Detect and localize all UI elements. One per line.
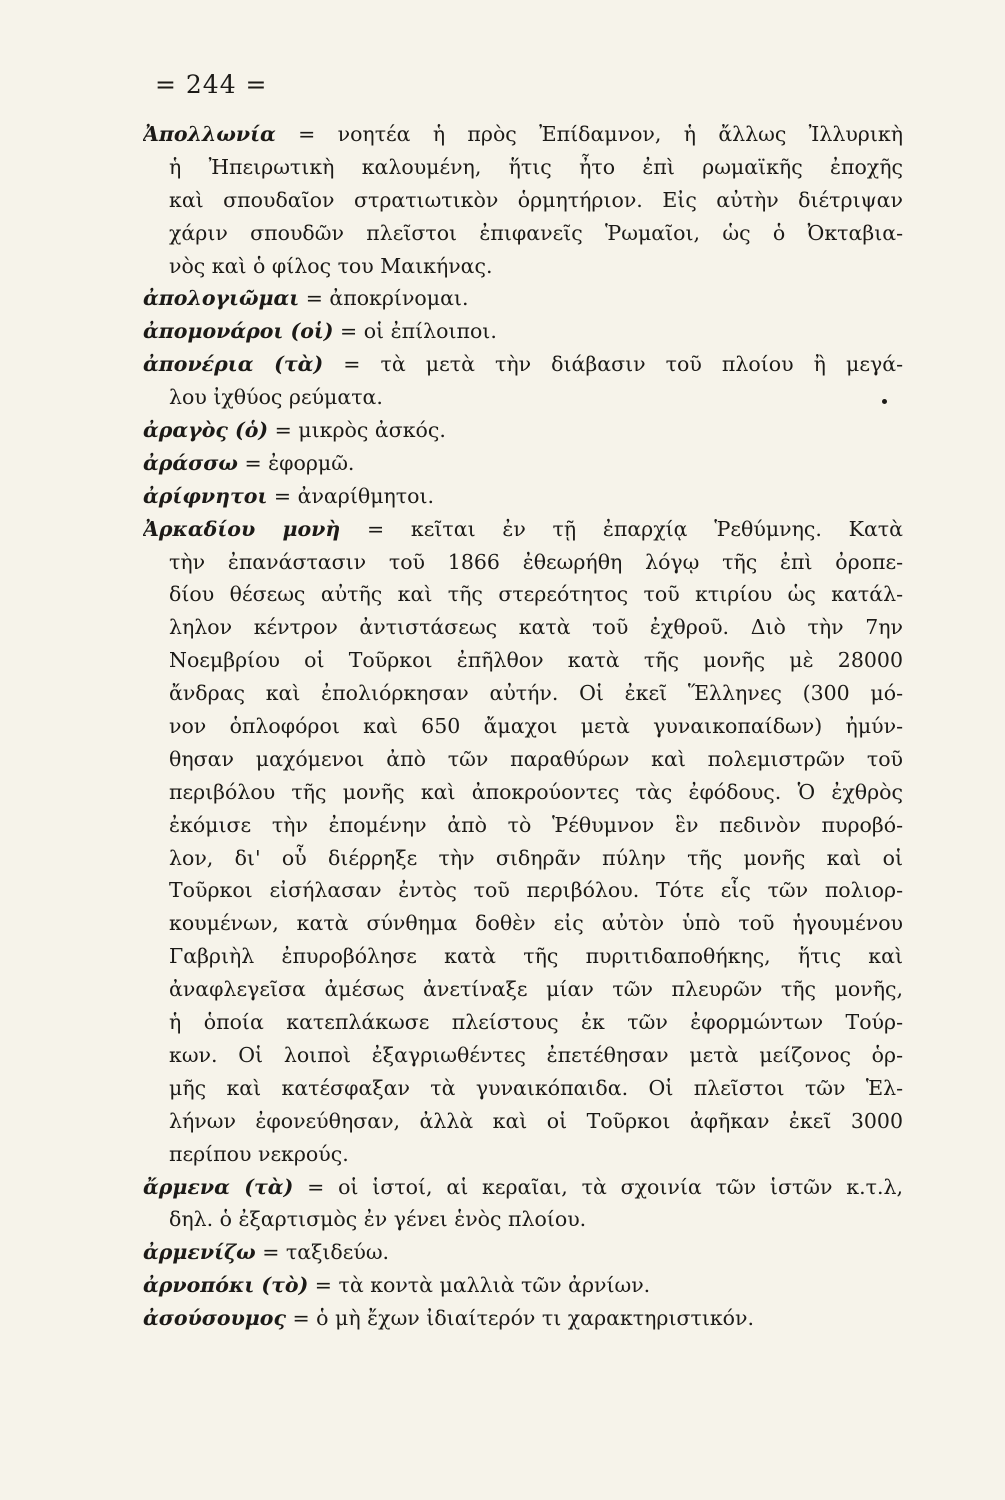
definition-text: = ἀποκρίνομαι. <box>299 286 469 311</box>
definition-text: δηλ. ὁ ἐξαρτισμὸς ἐν γένει ἑνὸς πλοίου. <box>169 1207 587 1232</box>
definition-text: περίπου νεκρούς. <box>169 1141 349 1166</box>
definition-text: = ὁ μὴ ἔχων ἰδιαίτερόν τι χαρακτηριστικόν. <box>285 1306 754 1331</box>
definition-text: κων. Οἱ λοιποὶ ἐξαγριωθέντες ἐπετέθησαν μετὰ μείζονος ὁρ- <box>169 1042 903 1067</box>
text-line <box>143 1039 903 1072</box>
text-line <box>143 1138 903 1171</box>
definition-text: λου ἰχθύος ρεύματα. <box>169 385 383 410</box>
glossary-entry-line <box>143 1269 903 1302</box>
text-line <box>143 250 903 283</box>
definition-text: καὶ σπουδαῖον στρατιωτικὸν ὁρμητήριον. Εἰς αὐτὴν διέτριψαν <box>169 187 903 212</box>
text-line <box>143 644 903 677</box>
text-line <box>143 611 903 644</box>
definition-text: δίου θέσεως αὐτῆς καὶ τῆς στερεότητος τοῦ κτιρίου ὡς κατάλ- <box>169 582 903 607</box>
text-line <box>143 381 903 414</box>
text-line <box>143 677 903 710</box>
print-speck <box>882 399 887 404</box>
definition-text: = τὰ μετὰ τὴν διάβασιν τοῦ πλοίου ἢ μεγά- <box>323 352 903 377</box>
text-line <box>143 907 903 940</box>
text-line <box>143 1072 903 1105</box>
glossary-term: ἀράσσω <box>143 450 238 475</box>
glossary-term: ἀσούσουμος <box>143 1306 286 1331</box>
text-line <box>143 578 903 611</box>
text-line <box>143 1203 903 1236</box>
text-line <box>143 217 903 250</box>
glossary-entry-line <box>143 513 903 546</box>
glossary-entry-line <box>143 118 903 151</box>
glossary-entry-line <box>143 480 903 513</box>
definition-text: χάριν σπουδῶν πλεῖστοι ἐπιφανεῖς Ῥωμαῖοι, ὡς ὁ Ὀκταβια- <box>169 220 903 245</box>
definition-text: νον ὁπλοφόροι καὶ 650 ἄμαχοι μετὰ γυναικοπαίδων) ἠμύν- <box>169 714 903 739</box>
definition-text: ἐκόμισε τὴν ἐπομένην ἀπὸ τὸ Ῥέθυμνον ἓν πεδινὸν πυροβό- <box>169 812 903 837</box>
definition-text: = ἐφορμῶ. <box>237 450 355 475</box>
definition-text: ληλον κέντρον ἀντιστάσεως κατὰ τοῦ ἐχθροῦ. Διὸ τὴν 7ην <box>169 615 903 640</box>
glossary-term: ἀπονέρια (τὰ) <box>143 352 324 377</box>
definition-text: = οἱ ἐπίλοιποι. <box>333 319 497 344</box>
text-line <box>143 940 903 973</box>
text-line <box>143 973 903 1006</box>
glossary-text <box>143 118 903 1335</box>
definition-text: ἡ Ἠπειρωτικὴ καλουμένη, ἥτις ἦτο ἐπὶ ρωμαϊκῆς ἐποχῆς <box>169 154 903 179</box>
text-line <box>143 151 903 184</box>
definition-text: ἄνδρας καὶ ἐπολιόρκησαν αὐτήν. Οἱ ἐκεῖ Ἕλληνες (300 μό- <box>169 681 903 706</box>
text-line <box>143 874 903 907</box>
definition-text: θησαν μαχόμενοι ἀπὸ τῶν παραθύρων καὶ πολεμιστρῶν τοῦ <box>169 746 903 771</box>
definition-text: κουμένων, κατὰ σύνθημα δοθὲν εἰς αὐτὸν ὑπὸ τοῦ ἡγουμένου <box>169 911 903 936</box>
definition-text: λον, δι' οὗ διέρρηξε τὴν σιδηρᾶν πύλην τῆς μονῆς καὶ οἱ <box>169 845 903 870</box>
glossary-entry-line <box>143 282 903 315</box>
text-line <box>143 743 903 776</box>
definition-text: = ταξιδεύω. <box>255 1240 390 1265</box>
glossary-term: Ἀρκαδίου μονὴ <box>143 516 341 541</box>
glossary-entry-line <box>143 414 903 447</box>
text-line <box>143 546 903 579</box>
glossary-entry-line <box>143 447 903 480</box>
definition-text: νὸς καὶ ὁ φίλος του Μαικήνας. <box>169 253 493 278</box>
glossary-term: ἄρμενα (τὰ) <box>143 1174 294 1199</box>
definition-text: = μικρὸς ἀσκός. <box>268 418 446 443</box>
definition-text: = τὰ κοντὰ μαλλιὰ τῶν ἀρνίων. <box>308 1273 651 1298</box>
text-line <box>143 1105 903 1138</box>
glossary-entry-line <box>143 1302 903 1335</box>
glossary-entry-line <box>143 348 903 381</box>
glossary-term: ἀρνοπόκι (τὸ) <box>143 1273 309 1298</box>
definition-text: λήνων ἐφονεύθησαν, ἀλλὰ καὶ οἱ Τοῦρκοι ἀφῆκαν ἐκεῖ 3000 <box>169 1108 903 1133</box>
text-line <box>143 842 903 875</box>
definition-text: = κεῖται ἐν τῇ ἐπαρχίᾳ Ῥεθύμνης. Κατὰ <box>340 516 903 541</box>
text-line <box>143 710 903 743</box>
definition-text: = οἱ ἱστοί, αἱ κεραῖαι, τὰ σχοινία τῶν ἱστῶν κ.τ.λ, <box>293 1174 903 1199</box>
text-line <box>143 809 903 842</box>
glossary-entry-line <box>143 1236 903 1269</box>
glossary-term: ἀπομονάροι (οἱ) <box>143 319 334 344</box>
glossary-entry-line <box>143 315 903 348</box>
glossary-term: ἀρμενίζω <box>143 1240 256 1265</box>
definition-text: ἀναφλεγεῖσα ἀμέσως ἀνετίναξε μίαν τῶν πλευρῶν τῆς μονῆς, <box>169 977 903 1002</box>
text-line <box>143 776 903 809</box>
definition-text: Νοεμβρίου οἱ Τοῦρκοι ἐπῆλθον κατὰ τῆς μονῆς μὲ 28000 <box>169 648 903 673</box>
glossary-term: ἀρίφνητοι <box>143 483 268 508</box>
definition-text: τὴν ἐπανάστασιν τοῦ 1866 ἐθεωρήθη λόγῳ τῆς ἐπὶ ὀροπε- <box>169 549 903 574</box>
definition-text: = ἀναρίθμητοι. <box>267 483 435 508</box>
glossary-term: ἀραγὸς (ὁ) <box>143 418 269 443</box>
glossary-term: ἀπολογιῶμαι <box>143 286 300 311</box>
glossary-term: Ἀπολλωνία <box>143 122 276 146</box>
definition-text: = νοητέα ἡ πρὸς Ἐπίδαμνον, ἡ ἄλλως Ἰλλυρικὴ <box>275 122 903 146</box>
definition-text: Τοῦρκοι εἰσήλασαν ἐντὸς τοῦ περιβόλου. Τότε εἷς τῶν πολιορ- <box>169 878 903 903</box>
glossary-entry-line <box>143 1171 903 1204</box>
text-line <box>143 1006 903 1039</box>
definition-text: μῆς καὶ κατέσφαξαν τὰ γυναικόπαιδα. Οἱ πλεῖστοι τῶν Ἑλ- <box>169 1075 903 1100</box>
definition-text: περιβόλου τῆς μονῆς καὶ ἀποκρούοντες τὰς ἐφόδους. Ὁ ἐχθρὸς <box>169 779 903 804</box>
page-number: = 244 = <box>155 70 268 99</box>
definition-text: ἡ ὁποία κατεπλάκωσε πλείστους ἐκ τῶν ἐφορμώντων Τούρ- <box>169 1010 903 1035</box>
definition-text: Γαβριὴλ ἐπυροβόλησε κατὰ τῆς πυριτιδαποθήκης, ἥτις καὶ <box>169 944 903 969</box>
text-line <box>143 184 903 217</box>
